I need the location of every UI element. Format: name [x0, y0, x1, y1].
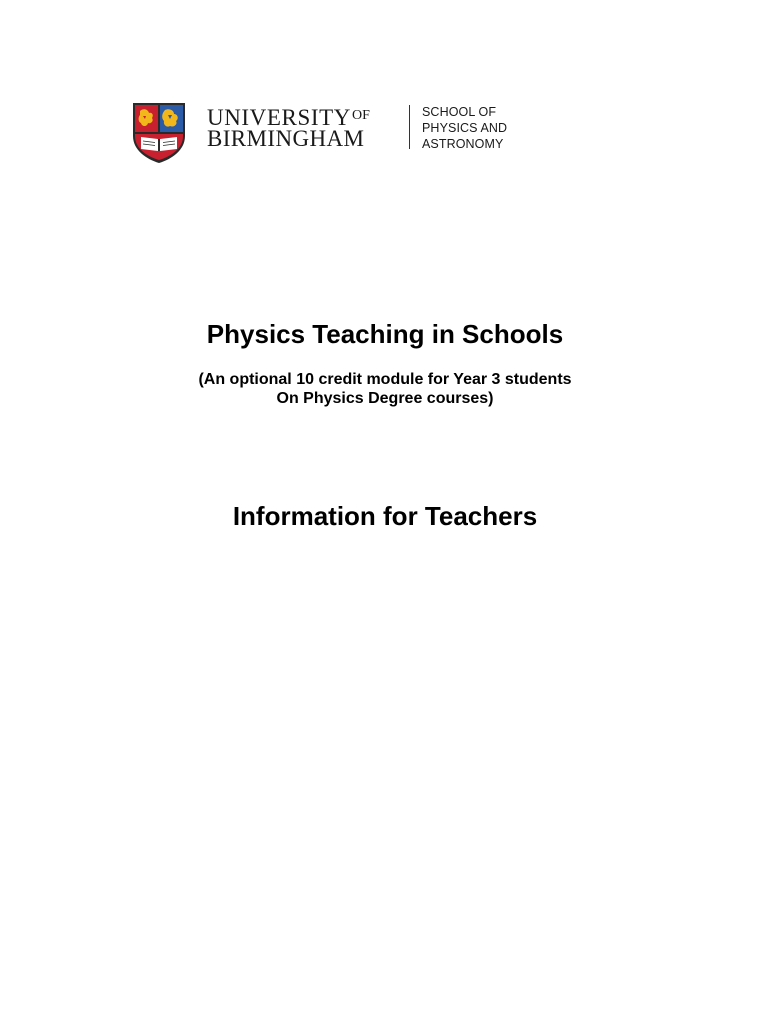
document-title: Physics Teaching in Schools — [206, 319, 564, 349]
school-name-line: PHYSICS AND — [422, 121, 508, 135]
university-wordmark — [207, 104, 402, 152]
school-name-line: ASTRONOMY — [422, 137, 504, 151]
university-logo — [132, 102, 532, 166]
university-word: UNIVERSITY — [207, 105, 351, 130]
school-name — [422, 104, 532, 152]
subtitle-line: On Physics Degree courses) — [276, 390, 494, 407]
subtitle-line: (An optional 10 credit module for Year 3 students — [198, 371, 572, 388]
university-name-line2: BIRMINGHAM — [207, 126, 365, 151]
university-crest-icon — [132, 102, 186, 164]
document-subtitle — [0, 370, 770, 408]
university-of: OF — [352, 108, 370, 123]
section-title: Information for Teachers — [232, 501, 538, 531]
school-name-line: SCHOOL OF — [422, 105, 497, 119]
logo-divider — [409, 105, 410, 149]
